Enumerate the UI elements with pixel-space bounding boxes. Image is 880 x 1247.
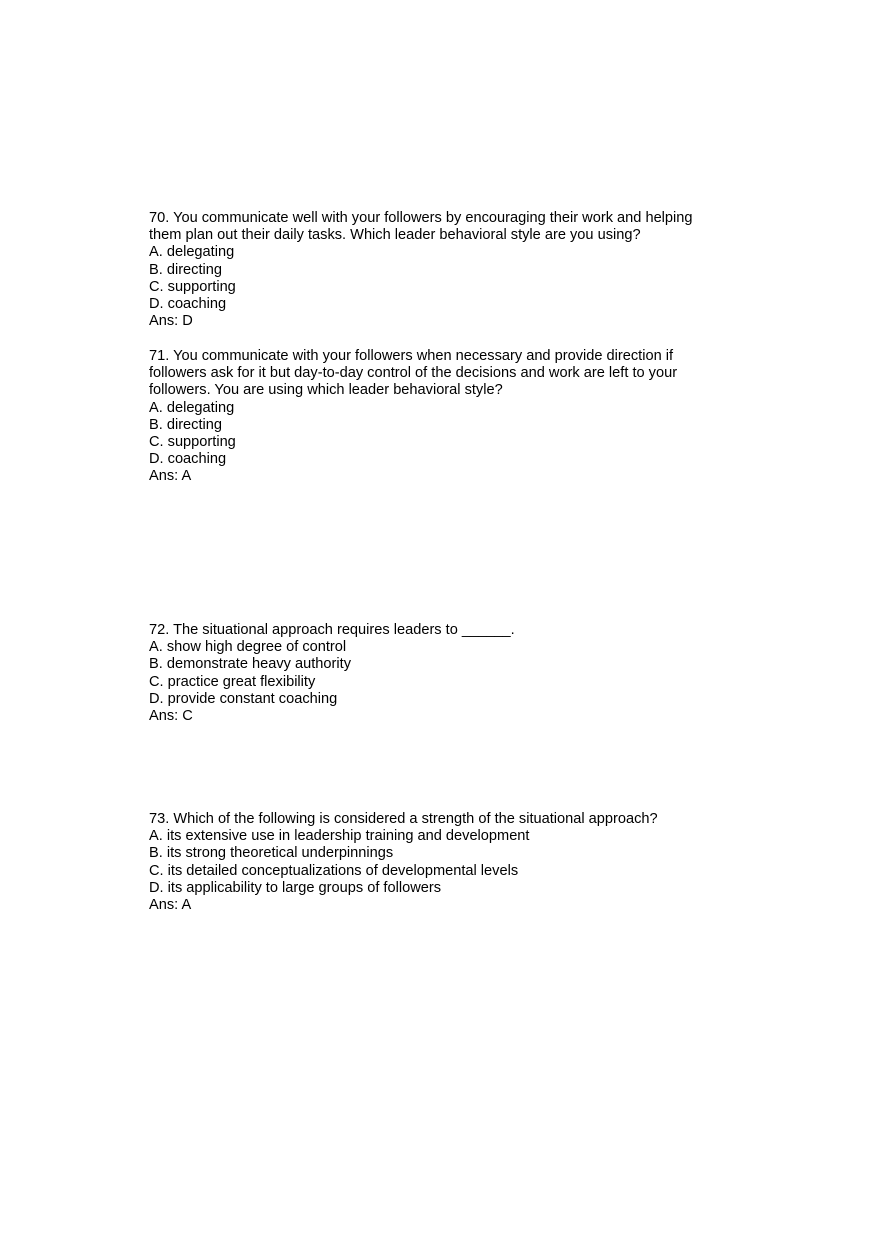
answer-option: A. its extensive use in leadership training and development: [149, 828, 530, 845]
answer-option: C. practice great flexibility: [149, 673, 316, 690]
answer-option: C. its detailed conceptualizations of developmental levels: [149, 862, 519, 879]
answer-option: A. delegating: [149, 244, 235, 261]
answer-key: Ans: C: [149, 708, 193, 725]
answer-option: A. show high degree of control: [149, 639, 347, 656]
question-stem-line: followers ask for it but day-to-day control of the decisions and work are left to your: [149, 365, 678, 382]
question-stem-line: followers. You are using which leader behavioral style?: [149, 382, 503, 399]
question-stem-line: 72. The situational approach requires leaders to ______.: [149, 622, 515, 638]
answer-key: Ans: A: [149, 897, 192, 914]
question-stem-line: 70. You communicate well with your followers by encouraging their work and helping: [149, 210, 693, 226]
answer-option: C. supporting: [149, 434, 236, 451]
answer-option: D. coaching: [149, 296, 227, 313]
answer-option: A. delegating: [149, 399, 235, 416]
answer-option: D. its applicability to large groups of followers: [149, 879, 442, 896]
answer-option: B. its strong theoretical underpinnings: [149, 845, 394, 862]
answer-option: C. supporting: [149, 278, 236, 295]
answer-option: B. demonstrate heavy authority: [149, 656, 351, 673]
question-71: [149, 348, 749, 486]
question-stem-line: 71. You communicate with your followers when necessary and provide direction if: [149, 348, 674, 364]
question-72: [149, 622, 749, 725]
question-70: [149, 210, 749, 330]
answer-key: Ans: A: [149, 468, 192, 485]
answer-option: D. provide constant coaching: [149, 690, 338, 707]
answer-option: B. directing: [149, 416, 223, 433]
question-73: [149, 811, 749, 914]
answer-option: D. coaching: [149, 451, 227, 468]
question-stem-line: them plan out their daily tasks. Which leader behavioral style are you using?: [149, 227, 641, 244]
answer-option: B. directing: [149, 261, 223, 278]
answer-key: Ans: D: [149, 313, 193, 330]
question-stem-line: 73. Which of the following is considered a strength of the situational approach?: [149, 811, 658, 827]
